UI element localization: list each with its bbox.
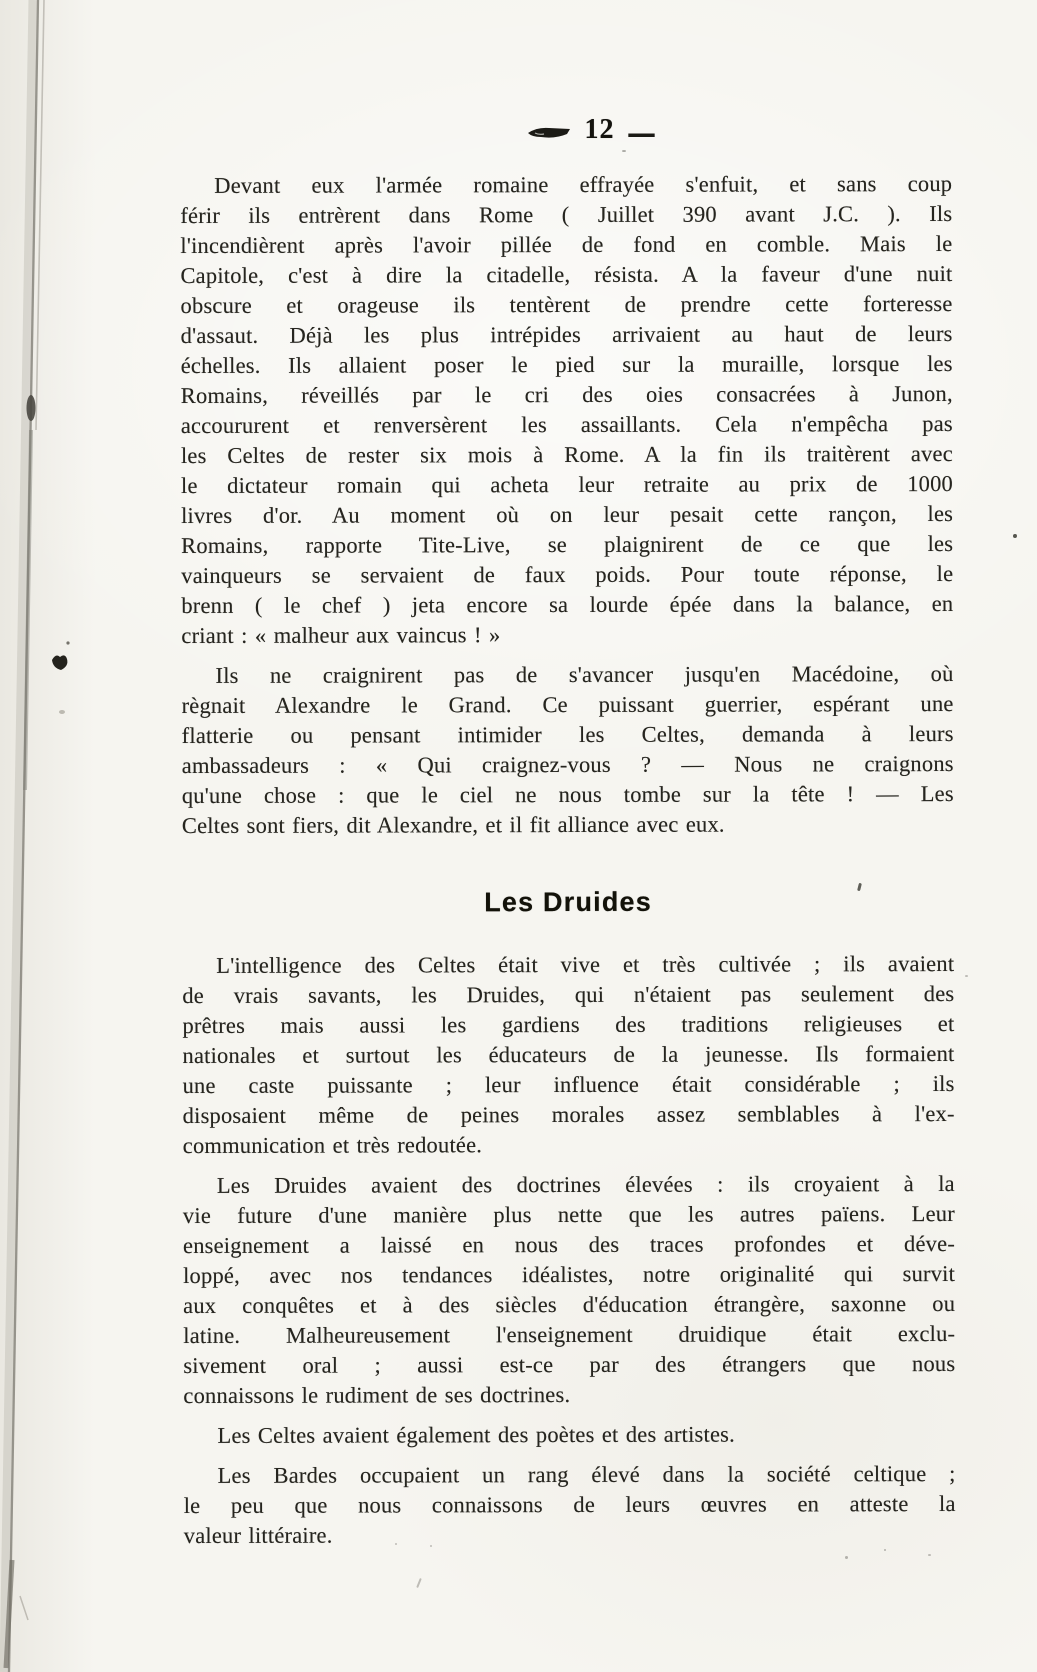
text-line: d'assaut. Déjà les plus intrépides arrivaient au haut de leurs: [180, 320, 953, 349]
text-line: règnait Alexandre le Grand. Ce puissant guerrier, espérant une: [181, 690, 954, 719]
ink-speck: [622, 150, 626, 152]
ink-speck: [928, 1554, 931, 1556]
ink-speck: [416, 1578, 422, 1588]
header-ornament-icon: [527, 124, 571, 142]
text-line: L'intelligence des Celtes était vive et très cultivée ; ils avaient: [216, 950, 955, 978]
text-line: nationales et surtout les éducateurs de la jeunesse. Ils formaient: [182, 1040, 955, 1069]
ink-speck: [845, 1556, 848, 1559]
header-ornament: [527, 118, 571, 142]
text-line: les Celtes de rester six mois à Rome. A la fin ils traitèrent avec: [180, 440, 953, 469]
text-line: Les Celtes avaient également des poètes et des artistes.: [217, 1421, 735, 1448]
ink-speck: [884, 1549, 886, 1551]
text-line: enseignement a laissé en nous des traces profondes et déve-: [182, 1230, 956, 1259]
text-line: le dictateur romain qui acheta leur retraite au prix de 1000: [180, 470, 954, 499]
text-line: Devant eux l'armée romaine effrayée s'enfuit, et sans coup: [214, 170, 953, 198]
section-heading: Les Druides: [484, 886, 653, 918]
text-line: Celtes sont fiers, dit Alexandre, et il fit alliance avec eux.: [181, 811, 725, 839]
text-line: accoururent et renversèrent les assaillants. Cela n'empêcha pas: [180, 410, 953, 439]
paragraph: [180, 169, 953, 651]
paragraph: [183, 1169, 956, 1411]
text-line: disposaient même de peines morales assez semblables à l'ex-: [182, 1100, 955, 1129]
ink-speck: [430, 1545, 432, 1547]
text-line: le peu que nous connaissons de leurs œuvres en atteste la: [183, 1490, 956, 1519]
ink-speck: [965, 975, 968, 977]
text-line: valeur littéraire.: [183, 1522, 333, 1549]
text-line: vie future d'une manière plus nette que les autres païens. Leur: [182, 1200, 955, 1229]
header-right-dash: —: [628, 103, 654, 159]
page-text: [180, 169, 956, 1561]
page-header: [204, 103, 976, 159]
intro-paragraphs: [180, 169, 954, 841]
paragraph: [182, 949, 955, 1161]
text-line: Les Druides avaient des doctrines élevées : ils croyaient à la: [216, 1170, 955, 1198]
text-line: latine. Malheureusement l'enseignement druidique était exclu-: [183, 1320, 956, 1349]
text-line: flatterie ou pensant intimider les Celtes, demanda à leurs: [181, 720, 954, 749]
text-line: Romains, rapporte Tite-Live, se plaignirent de ce que les: [181, 530, 954, 559]
text-line: prêtres mais aussi les gardiens des traditions religieuses et: [182, 1010, 955, 1039]
page-number: 12: [584, 114, 615, 145]
druides-paragraphs: [182, 949, 956, 1551]
text-line: Romains, réveillés par le cri des oies consacrées à Junon,: [180, 380, 953, 409]
text-line: Capitole, c'est à dire la citadelle, résista. A la faveur d'une nuit: [180, 260, 953, 289]
text-line: Les Bardes occupaient un rang élevé dans la société celtique ;: [217, 1460, 956, 1488]
ink-speck: [1013, 534, 1017, 538]
text-line: vainqueurs se servaient de faux poids. Pour toute réponse, le: [181, 560, 954, 589]
text-line: brenn ( le chef ) jeta encore sa lourde épée dans la balance, en: [181, 590, 954, 619]
text-line: une caste puissante ; leur influence était considérable ; ils: [182, 1070, 955, 1099]
text-line: l'incendièrent après l'avoir pillée de fond en comble. Mais le: [180, 230, 953, 259]
text-line: aux conquêtes et à des siècles d'éducation étrangère, saxonne ou: [183, 1290, 956, 1319]
binding-edge: [0, 0, 90, 1672]
paragraph: [181, 659, 953, 841]
text-line: sivement oral ; aussi est-ce par des étrangers que nous: [183, 1350, 956, 1379]
text-line: livres d'or. Au moment où on leur pesait cette rançon, les: [181, 500, 954, 529]
paragraph: [184, 1459, 956, 1551]
text-line: de vrais savants, les Druides, qui n'étaient pas seulement des: [182, 980, 955, 1009]
paragraph: [183, 1419, 955, 1451]
text-line: ambassadeurs : « Qui craignez-vous ? — Nous ne craignons: [181, 750, 954, 779]
text-line: criant : « malheur aux vaincus ! »: [181, 622, 501, 649]
text-line: loppé, avec nos tendances idéalistes, notre originalité qui survit: [183, 1260, 956, 1289]
text-line: communication et très redoutée.: [182, 1132, 483, 1159]
ink-speck: [395, 1543, 397, 1545]
text-line: qu'une chose : que le ciel ne nous tombe sur la tête ! — Les: [181, 780, 954, 809]
text-line: obscure et orageuse ils tentèrent de prendre cette forteresse: [180, 290, 953, 319]
text-line: connaissons le rudiment de ses doctrines.: [183, 1381, 571, 1409]
text-line: échelles. Ils allaient poser le pied sur la muraille, lorsque les: [180, 350, 953, 379]
text-line: férir ils entrèrent dans Rome ( Juillet 390 avant J.C. ). Ils: [180, 200, 953, 229]
text-line: Ils ne craignirent pas de s'avancer jusqu'en Macédoine, où: [215, 660, 954, 688]
